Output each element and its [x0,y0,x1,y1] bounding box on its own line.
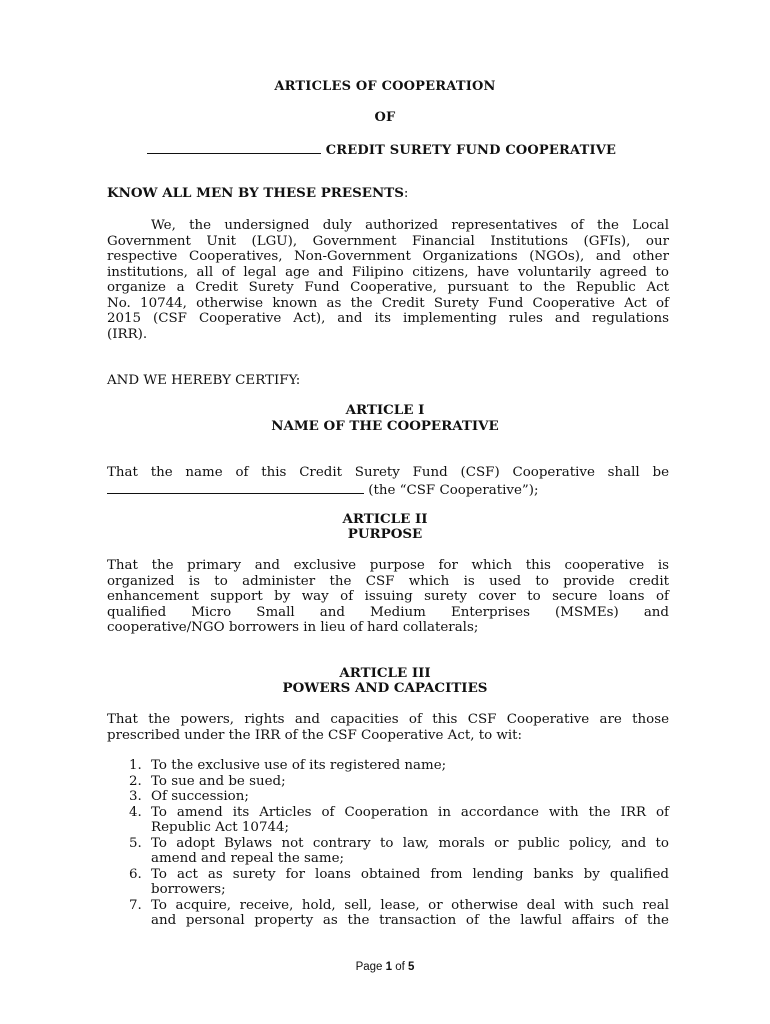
list-item [107,789,669,805]
list-item-text: amend and repeal the same; [151,851,345,866]
list-item-number: 4. [129,804,142,820]
page-total: 5 [408,961,415,973]
list-item [107,805,669,836]
article-1-line-2-text: (the “CSF Cooperative”); [364,482,539,498]
csf-name-blank [107,481,364,494]
document-subtitle: CREDIT SURETY FUND COOPERATIVE [325,143,617,158]
powers-list [107,758,669,929]
intro-paragraph-line: 2015 (CSF Cooperative Act), and its implementing rules and regulations [107,311,669,326]
intro-heading-line [107,186,408,202]
article-2-line: enhancement support by way of issuing surety cover to secure loans of [107,589,669,604]
cooperative-name-blank [147,141,321,154]
intro-paragraph-line: Government Unit (LGU), Government Financial Institutions (GFIs), our [107,233,669,249]
article-2-line: That the primary and exclusive purpose for which this cooperative is [107,558,669,573]
page-current: 1 [385,961,393,973]
article-1-line-2 [107,481,669,497]
list-item-text: To adopt Bylaws not contrary to law, morals or public policy, and to [151,835,669,851]
list-item-text: To act as surety for loans obtained from lending banks by qualified [151,866,669,882]
article-2-body [107,558,669,636]
list-item-text: Of succession; [151,789,249,804]
article-2-line: organized is to administer the CSF which is used to provide credit [107,573,669,589]
intro-paragraph-line: respective Cooperatives, Non-Government Organizations (NGOs), and other [107,249,669,264]
article-3-intro-line: prescribed under the IRR of the CSF Cooperative Act, to wit: [107,727,523,743]
article-3-title: POWERS AND CAPACITIES [282,680,488,696]
article-2-line: cooperative/NGO borrowers in lieu of hard collaterals; [107,620,479,635]
intro-paragraph-line: We, the undersigned duly authorized representatives of the Local [151,218,669,233]
article-2-label: ARTICLE II [342,511,428,527]
list-item [107,867,669,898]
intro-heading: KNOW ALL MEN BY THESE PRESENTS [107,185,404,201]
list-item-number: 5. [129,835,142,851]
intro-paragraph-line: (IRR). [107,326,148,342]
list-item-text: and personal property as the transaction of the lawful affairs of the [151,913,669,928]
article-1-label: ARTICLE I [345,402,425,418]
list-item-text: To amend its Articles of Cooperation in accordance with the IRR of [151,804,669,820]
article-1-line: That the name of this Credit Surety Fund (CSF) Cooperative shall be [107,465,669,480]
list-item-number: 7. [129,897,142,913]
list-item-text: Republic Act 10744; [151,820,290,835]
list-item [107,758,669,774]
list-item-text: To sue and be sued; [151,773,286,789]
article-3-label: ARTICLE III [339,665,431,681]
page-number-footer [0,961,770,973]
document-title: ARTICLES OF COOPERATION [274,79,496,94]
document-title-of: OF [374,110,396,125]
article-3-intro-line: That the powers, rights and capacities of this CSF Cooperative are those [107,712,669,727]
intro-paragraph [107,218,669,342]
page-mid: of [392,961,409,973]
article-2-title: PURPOSE [347,526,423,542]
certify-line: AND WE HEREBY CERTIFY: [107,373,301,388]
article-1-body [107,465,669,496]
list-item-text: To acquire, receive, hold, sell, lease, or otherwise deal with such real [151,897,669,913]
list-item-number: 1. [129,758,142,773]
list-item-number: 3. [129,789,142,804]
article-1-title: NAME OF THE COOPERATIVE [271,418,499,434]
list-item [107,898,669,929]
page-prefix: Page [355,961,386,973]
document-subtitle-line [147,141,616,159]
intro-paragraph-line: organize a Credit Surety Fund Cooperative, pursuant to the Republic Act [107,280,669,295]
article-3-intro [107,712,669,743]
article-2-line: qualified Micro Small and Medium Enterprises (MSMEs) and [107,604,669,620]
list-item-text: To the exclusive use of its registered name; [151,758,447,773]
list-item-number: 2. [129,773,142,789]
list-item [107,774,669,790]
list-item-number: 6. [129,866,142,882]
list-item [107,836,669,867]
intro-paragraph-line: No. 10744, otherwise known as the Credit Surety Fund Cooperative Act of [107,295,669,311]
intro-heading-colon: : [403,186,409,201]
list-item-text: borrowers; [151,882,226,897]
intro-paragraph-line: institutions, all of legal age and Filipino citizens, have voluntarily agreed to [107,264,669,280]
